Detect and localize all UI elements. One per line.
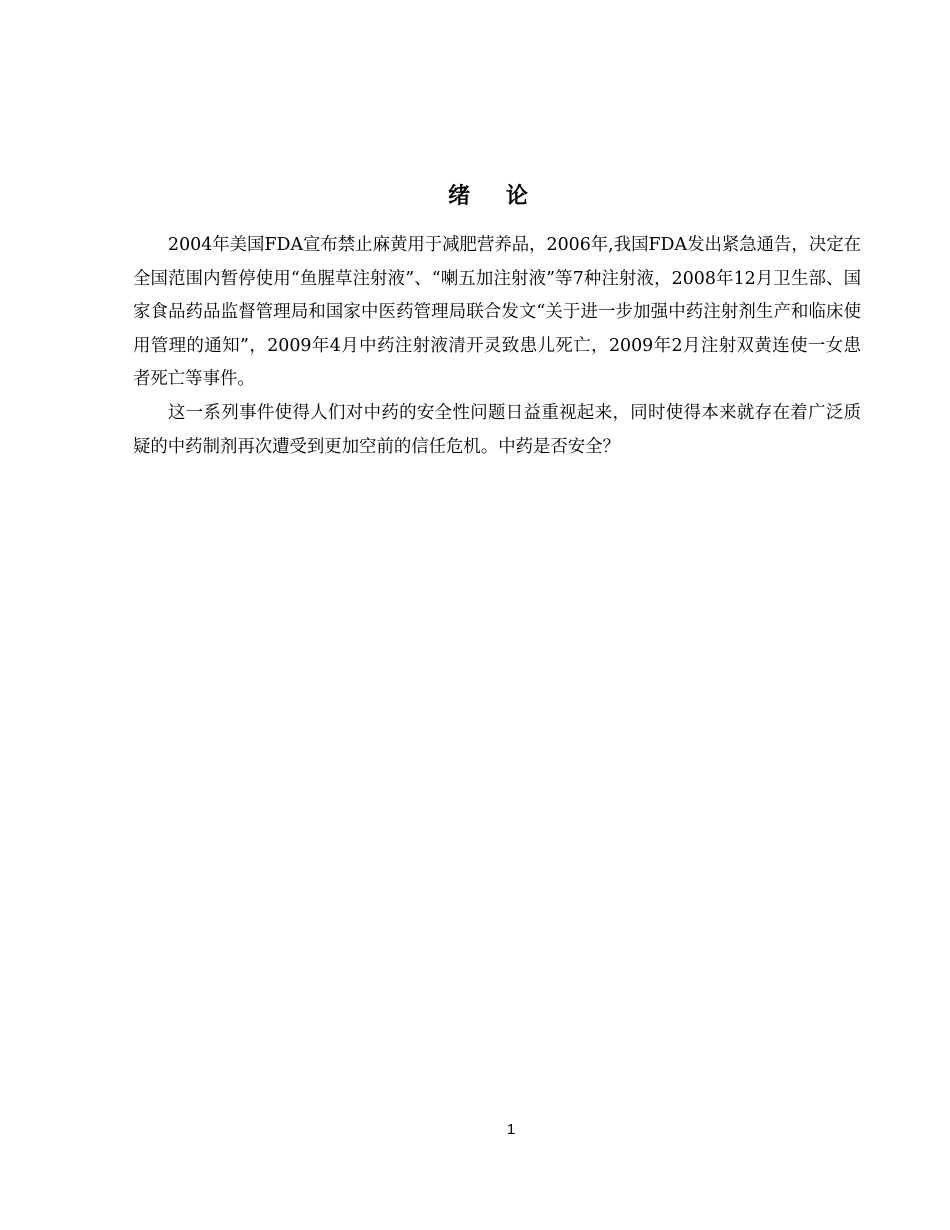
body-text: [133, 229, 861, 464]
paragraph-1: 2004年美国FDA宣布禁止麻黄用于减肥营养品，2006年,我国FDA发出紧急通告，决定在全国范围内暂停使用“鱼腥草注射液”、“喇五加注射液”等7种注射液，2008年12月卫生部、国家食品药品监督管理局和国家中医药管理局联合发文“关于进一步加强中药注射剂生产和临床使用管理的通知”，2009年4月中药注射液清开灵致患儿死亡，2009年2月注射双黄连使一女患者死亡等事件。: [133, 235, 861, 390]
paragraph-2: 这一系列事件使得人们对中药的安全性问题日益重视起来，同时使得本来就存在着广泛质疑的中药制剂再次遭受到更加空前的信任危机。中药是否安全？: [133, 402, 861, 457]
page-number: 1: [506, 1121, 516, 1138]
chapter-title: 绪 论: [448, 183, 542, 209]
